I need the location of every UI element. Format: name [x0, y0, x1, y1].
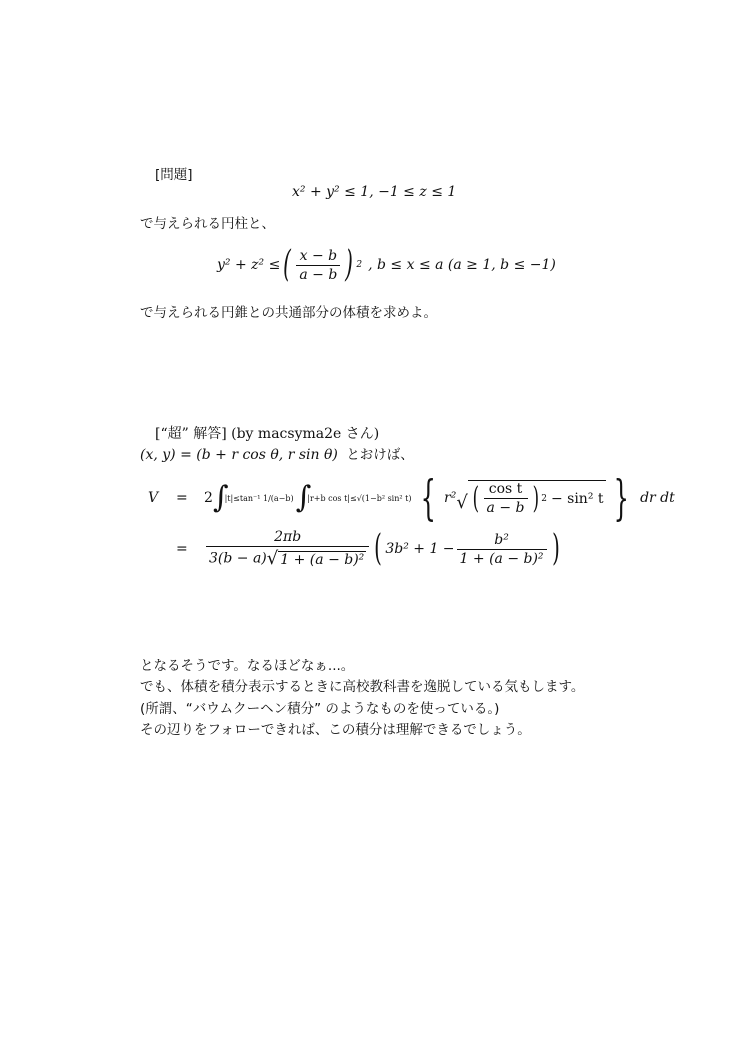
result-numerator: 2πb — [206, 529, 369, 547]
result-left-paren: ( — [374, 528, 383, 569]
volume-integral — [148, 472, 675, 524]
closing-line-4: その辺りをフォローできれば、この積分は理解できるでしょう。 — [140, 722, 531, 738]
problem-equation-cone: y² + z² ≤ ( $\frac{x - b}{a - b}$ ) 2 , b ≤ x ≤ a (a ≥ 1, b ≤ −1) — [217, 244, 556, 285]
differentials: dr dt — [640, 490, 675, 506]
cone-fraction-denominator: a − b — [299, 266, 338, 283]
bracket-fraction — [457, 532, 547, 567]
equals-sign-1: = — [176, 490, 188, 506]
integral-sign-outer: ∫ — [212, 480, 229, 515]
substitution-math: (x, y) = (b + r cos θ, r sin θ) — [140, 447, 338, 463]
problem-equation-cylinder: x² + y² ≤ 1, −1 ≤ z ≤ 1 — [292, 184, 457, 200]
cone-rhs: , b ≤ x ≤ a (a ≥ 1, b ≤ −1) — [368, 257, 556, 273]
cone-lhs: y² + z² ≤ — [217, 257, 281, 273]
cos-denominator: a − b — [486, 500, 525, 516]
right-paren: ) — [345, 244, 354, 285]
integrand-sqrt: √ ( $\frac{\text{cos t}}{a - b}$ ) 2 − sin² t — [456, 480, 604, 516]
cos-numerator: cos t — [484, 481, 528, 499]
result-denominator-a: 3(b − a) — [209, 550, 267, 567]
problem-text-cylinder: で与えられる円柱と、 — [140, 216, 275, 232]
inner-integral-limit: |r+b cos t|≤√(1−b² sin² t) — [307, 493, 412, 503]
left-brace: { — [421, 470, 437, 526]
answer-heading: [“超” 解答] (by macsyma2e さん) — [155, 426, 380, 442]
answer-substitution — [140, 443, 414, 463]
left-paren: ( — [283, 244, 292, 285]
bracket-numerator: b² — [457, 532, 547, 550]
result-denominator: 3(b − a)√ 1 + (a − b)² — [209, 548, 365, 569]
result-right-paren: ) — [551, 528, 560, 569]
cos-right-paren: ) — [532, 480, 539, 516]
cos-fraction — [484, 481, 528, 516]
closing-line-1: となるそうです。なるほどなぁ...。 — [140, 658, 355, 674]
cone-fraction — [296, 248, 340, 283]
sqrt-sign: √ — [456, 491, 468, 513]
result-fraction — [206, 529, 369, 569]
sin-term: − sin² t — [550, 490, 604, 507]
closing-line-3: (所謂、“バウムクーヘン積分” のようなものを使っている。) — [140, 701, 500, 717]
cone-fraction-numerator: x − b — [296, 248, 340, 266]
bracket-first-term: 3b² + 1 − — [385, 541, 455, 557]
problem-text-cone: で与えられる円錐との共通部分の体積を求めよ。 — [140, 305, 437, 321]
volume-symbol: V — [148, 490, 159, 506]
integrand-r-squared: r² — [444, 490, 457, 506]
integral-sign-inner: ∫ — [295, 480, 312, 515]
substitution-text: とおけば、 — [346, 447, 414, 463]
volume-result — [148, 526, 563, 572]
result-denominator-b: 1 + (a − b)² — [280, 552, 365, 568]
coefficient: 2 — [204, 490, 213, 506]
equals-sign-2: = — [176, 541, 188, 557]
problem-heading: [問題] — [155, 167, 193, 183]
bracket-denominator: 1 + (a − b)² — [459, 550, 544, 567]
right-brace: } — [613, 470, 629, 526]
outer-integral-limit: |t|≤tan⁻¹ 1/(a−b) — [224, 493, 294, 503]
closing-line-2: でも、体積を積分表示するときに高校教科書を逸脱している気もします。 — [140, 679, 585, 695]
cos-left-paren: ( — [472, 480, 479, 516]
